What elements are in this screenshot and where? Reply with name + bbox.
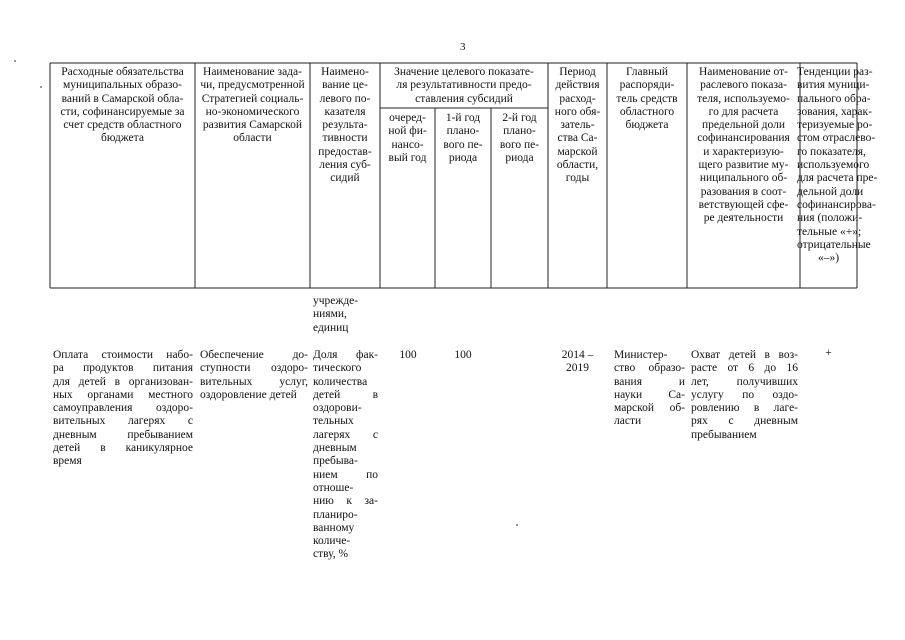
row-indicator: Доля фак- тического количества детей в оздорови- тельных лагерях с дневным пребыва- нием по отноше- нию к за- планиро- ванному количе- ству, % [313, 349, 378, 561]
header-task: Наименование зада- чи, предусмотренной Стратегией социаль- но-экономического развития Самарской области [200, 66, 305, 145]
row-obligation: Оплата стоимости набо- ра продуктов питания для детей в организован- ных органами местного самоуправления оздоро- вительных лагерях с дневным пребыванием детей в каникулярное время [53, 349, 193, 468]
row-sector-indicator: Охват детей в воз- расте от 6 до 16 лет, получивших услугу по оздо- ровлению в лаге- рях с дневным пребыванием [691, 349, 798, 441]
header-obligations: Расходные обязательства муниципальных образо- ваний в Самарской обла- сти, софинансируемые за счет средств областного бюджета [60, 66, 185, 145]
carryover-text: учрежде- ниями, единиц [313, 295, 359, 334]
scan-speck [14, 60, 16, 62]
header-indicator: Наимено- вание це- левого по- казателя результа- тивности предостав- ления суб- сидий [318, 66, 372, 185]
scan-speck [516, 524, 518, 526]
row-period: 2014 – 2019 [561, 349, 594, 375]
header-target-value-group: Значение целевого показате- ля результативности предо- ставления субсидий [394, 66, 534, 105]
header-period: Период действия расход- ного обя- затель- ства Са- марской области, годы [554, 66, 601, 185]
page-number: 3 [460, 41, 466, 53]
header-plan-year-2: 2-й год плано- вого пе- риода [499, 112, 540, 164]
row-value-current: 100 [399, 349, 417, 361]
header-current-year: очеред- ной фи- нансо- вый год [388, 112, 427, 164]
header-sector-indicator: Наименование от- раслевого показа- теля, используемо- го для расчета предельной доли софинансирования и характеризую- щего развитие му- ниципального об- разования в соот- ветствующей сфе- ре деятельности [697, 66, 790, 225]
row-task: Обеспечение до- ступности оздоро- вительных услуг, оздоровление детей [200, 349, 308, 401]
row-trend: + [825, 347, 832, 359]
scan-speck [40, 86, 42, 88]
row-manager: Министер- ство образо- вания и науки Са- марской об- ласти [614, 349, 685, 428]
header-plan-year-1: 1-й год плано- вого пе- риода [443, 112, 483, 164]
header-trend: Тенденции раз- вития муници- пального обра- зования, харак- теризуемые ро- стом отраслево- го показателя, используемого для расчета пре- дельной доли софинансирова- ния (положи- тельные «+»; отрицательные «–») [797, 66, 878, 265]
row-value-plan1: 100 [454, 349, 472, 361]
header-manager: Главный распоряди- тель средств областного бюджета [616, 66, 678, 132]
